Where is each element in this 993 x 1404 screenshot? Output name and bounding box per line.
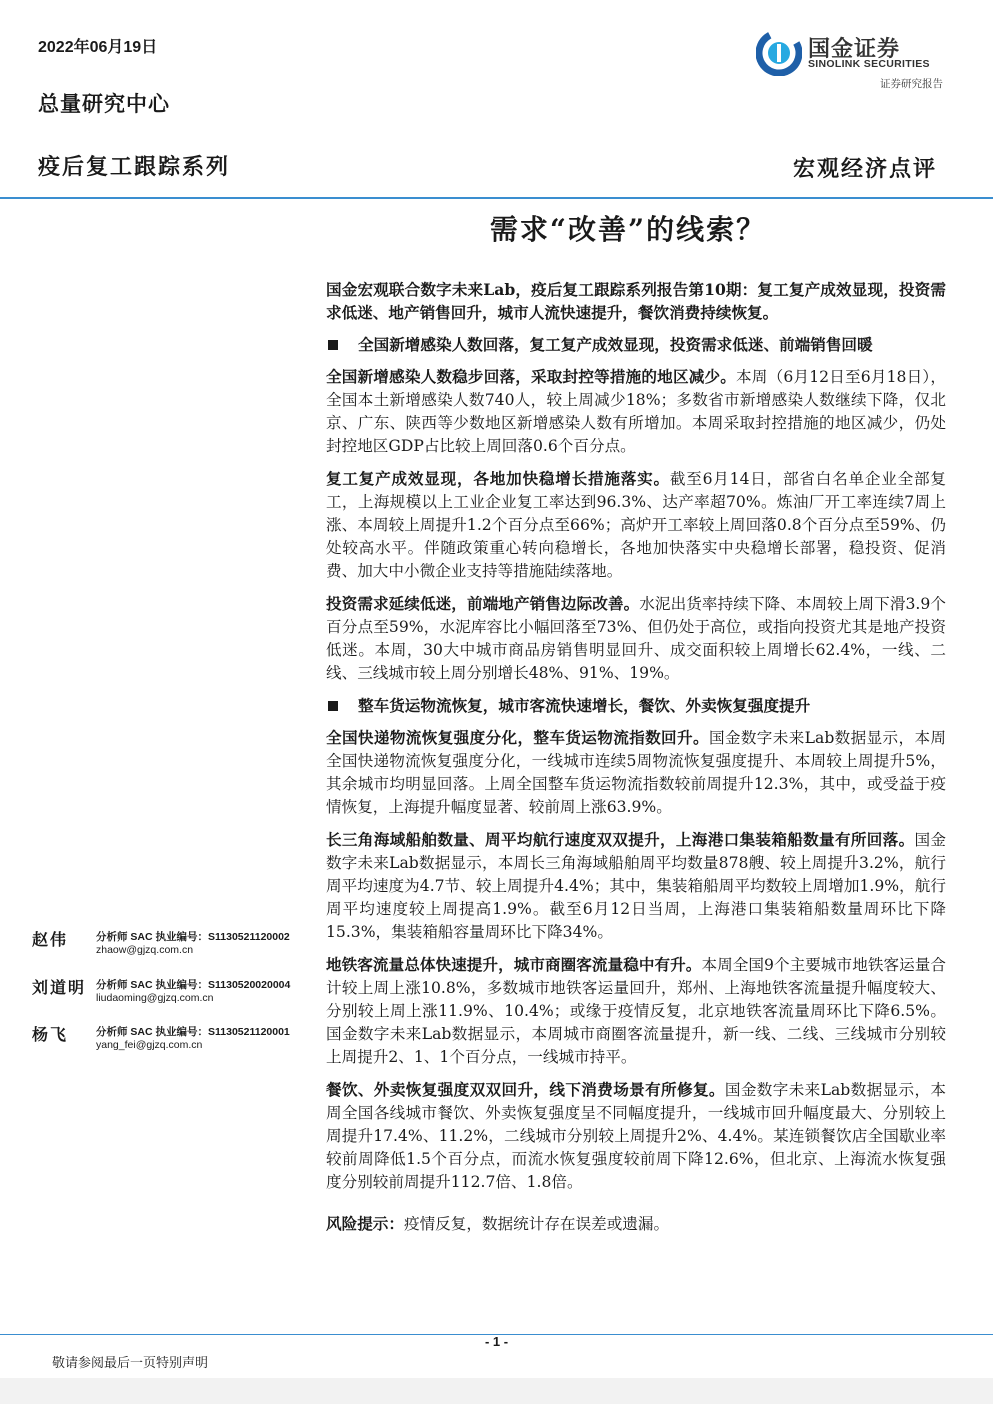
company-logo bbox=[756, 30, 946, 76]
report-date: 2022年06月19日 bbox=[38, 39, 158, 56]
analyst-email[interactable]: zhaow@gjzq.com.cn bbox=[96, 944, 194, 956]
paragraph: 复工复产成效显现，各地加快稳增长措施落实。截至6月14日，部省白名单企业全部复工，上海规模以上工业企业复工率达到96.3%、达产率超70%。炼油厂开工率连续7周上涨、本周较上周提升1.2个百分点至66%；高炉开工率较上周回落0.8个百分点至59%、仍处较高水平。伴随政策重心转向稳增长，各地加快落实中央稳增长部署，稳投资、促消费、加大中小微企业支持等措施陆续落地。 bbox=[326, 469, 946, 580]
disclaimer-note: 敬请参阅最后一页特别声明 bbox=[52, 1356, 209, 1371]
paragraph: 长三角海域船舶数量、周平均航行速度双双提升，上海港口集装箱船数量有所回落。国金数字未来Lab数据显示，本周长三角海域船舶周平均数量878艘、较上周提升3.2%，航行周平均速度为4.7节、较上周提升4.4%；其中，集装箱船周平均数较上周增加1.9%，航行周平均速度较上周提高1.9%。截至6月12日当周，上海港口集装箱船数量周环比下降15.3%，集装箱船容量周环比下降34%。 bbox=[326, 830, 946, 941]
page-number: - 1 - bbox=[484, 1334, 509, 1349]
paragraph: 地铁客流量总体快速提升，城市商圈客流量稳中有升。本周全国9个主要城市地铁客运量合计较上周上涨10.8%，多数城市地铁客运量回升，郑州、上海地铁客流量提升幅度较大、分别较上周上涨11.9%、10.4%；或缘于疫情反复，北京地铁客流量周环比下降6.5%。国金数字未来Lab数据显示，本周城市商圈客流量提升，新一线、二线、三线城市分别较上周提升2、1、1个百分点，一线城市持平。 bbox=[326, 955, 946, 1066]
page-bottom-band bbox=[0, 1378, 993, 1404]
report-body bbox=[326, 278, 946, 1245]
risk-warning: 风险提示：疫情反复，数据统计存在误差或遗漏。 bbox=[326, 1214, 670, 1233]
header-divider bbox=[0, 197, 993, 199]
analyst-name: 杨飞 bbox=[32, 1025, 69, 1044]
report-category-tag: 证券研究报告 bbox=[880, 78, 943, 90]
logo-text-en: SINOLINK SECURITIES bbox=[808, 58, 930, 70]
analyst-license: 分析师 SAC 执业编号：S1130520020004 bbox=[96, 979, 291, 991]
report-type: 宏观经济点评 bbox=[792, 156, 937, 182]
section-heading-1 bbox=[326, 333, 946, 356]
sinolink-logo-icon bbox=[756, 30, 802, 76]
section-heading-text: 整车货运物流恢复，城市客流快速增长，餐饮、外卖恢复强度提升 bbox=[358, 696, 811, 715]
paragraph: 餐饮、外卖恢复强度双双回升，线下消费场景有所修复。国金数字未来Lab数据显示，本周全国各线城市餐饮、外卖恢复强度呈不同幅度提升，一线城市回升幅度最大、分别较上周提升17.4%、11.2%，二线城市分别较上周提升2%、4.4%。某连锁餐饮店全国歇业率较前周降低1.5个百分点，而流水恢复强度较前周下降12.6%，但北京、上海流水恢复强度分别较前周提升112.7倍、1.8倍。 bbox=[326, 1080, 946, 1191]
paragraph: 全国新增感染人数稳步回落，采取封控等措施的地区减少。本周（6月12日至6月18日），全国本土新增感染人数740人，较上周减少18%；多数省市新增感染人数继续下降，仅北京、广东、陕西等少数地区新增感染人数有所增加。本周采取封控措施的地区减少，仍处封控地区GDP占比较上周回落0.6个百分点。 bbox=[326, 367, 946, 455]
paragraph: 全国快递物流恢复强度分化，整车货运物流指数回升。国金数字未来Lab数据显示，本周全国快递物流恢复强度分化，一线城市连续5周物流恢复强度提升、本周较上周提升5%，其余城市均明显回落。上周全国整车货运物流指数较前周提升12.3%，其中，或受益于疫情恢复，上海提升幅度显著、较前周上涨63.9%。 bbox=[326, 728, 946, 816]
section-heading-2 bbox=[326, 694, 946, 717]
analyst-license: 分析师 SAC 执业编号：S1130521120002 bbox=[96, 931, 290, 943]
analyst-name: 赵伟 bbox=[32, 930, 69, 949]
analyst-name: 刘道明 bbox=[32, 978, 87, 997]
bullet-square-icon bbox=[328, 701, 338, 711]
paragraph: 投资需求延续低迷，前端地产销售边际改善。水泥出货率持续下降、本周较上周下滑3.9个百分点至59%，水泥库容比小幅回落至73%、但仍处于高位，或指向投资尤其是地产投资低迷。本周，30大中城市商品房销售明显回升、成交面积较上周增长62.4%，一线、二线、三线城市较上周分别增长48%、91%、19%。 bbox=[326, 594, 946, 682]
bullet-square-icon bbox=[328, 340, 338, 350]
report-title: 需求“改善”的线索？ bbox=[489, 213, 767, 246]
research-center-name: 总量研究中心 bbox=[38, 91, 170, 116]
analyst-email[interactable]: yang_fei@gjzq.com.cn bbox=[96, 1039, 203, 1051]
analyst-license: 分析师 SAC 执业编号：S1130521120001 bbox=[96, 1026, 290, 1038]
series-name: 疫后复工跟踪系列 bbox=[38, 154, 231, 180]
analyst-email[interactable]: liudaoming@gjzq.com.cn bbox=[96, 992, 214, 1004]
section-heading-text: 全国新增感染人数回落，复工复产成效显现，投资需求低迷、前端销售回暖 bbox=[358, 335, 873, 354]
logo-text-cn: 国金证券 bbox=[808, 36, 901, 61]
summary-lead: 国金宏观联合数字未来Lab，疫后复工跟踪系列报告第10期：复工复产成效显现，投资需求低迷、地产销售回升，城市人流快速提升，餐饮消费持续恢复。 bbox=[326, 280, 946, 322]
